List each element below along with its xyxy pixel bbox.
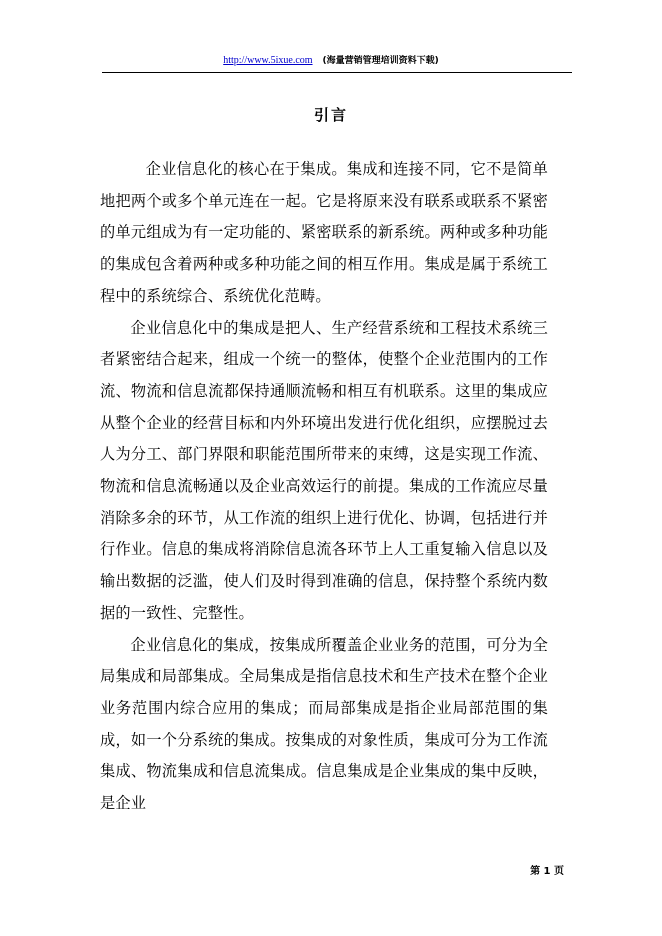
paragraph-2: 企业信息化中的集成是把人、生产经营系统和工程技术系统三者紧密结合起来，组成一个统一的整体，使整个企业范围内的工作流、物流和信息流都保持通顺流畅和相互有机联系。这里的集成应从整个企业的经营目标和内外环境出发进行优化组织，应摆脱过去人为分工、部门界限和职能范围所带来的束缚，这是实现工作流、物流和信息流畅通以及企业高效运行的前提。集成的工作流应尽量消除多余的环节，从工作流的组织上进行优化、协调，包括进行并行作业。信息的集成将消除信息流各环节上人工重复输入信息以及输出数据的泛滥，使人们及时得到准确的信息，保持整个系统内数据的一致性、完整性。 — [100, 318, 548, 622]
header-rule — [102, 72, 572, 73]
header-note: (海量营销管理培训资料下载) — [322, 56, 439, 66]
document-body — [100, 154, 548, 820]
document-title: 引言 — [313, 106, 348, 124]
website-link[interactable]: http://www.5ixue.com — [223, 55, 313, 66]
page-header — [0, 54, 662, 68]
paragraph-3: 企业信息化的集成，按集成所覆盖企业业务的范围，可分为全局集成和局部集成。全局集成是指信息技术和生产技术在整个企业业务范围内综合应用的集成；而局部集成是指企业局部范围的集成，如一个分系统的集成。按集成的对象性质，集成可分为工作流集成、物流集成和信息流集成。信息集成是企业集成的集中反映，是企业 — [100, 635, 548, 813]
paragraph-1: 企业信息化的核心在于集成。集成和连接不同，它不是简单地把两个或多个单元连在一起。它是将原来没有联系或联系不紧密的单元组成为有一定功能的、紧密联系的新系统。两种或多种功能的集成包含着两种或多种功能之间的相互作用。集成是属于系统工程中的系统综合、系统优化范畴。 — [100, 160, 548, 305]
page-number: 第 1 页 — [530, 866, 564, 877]
